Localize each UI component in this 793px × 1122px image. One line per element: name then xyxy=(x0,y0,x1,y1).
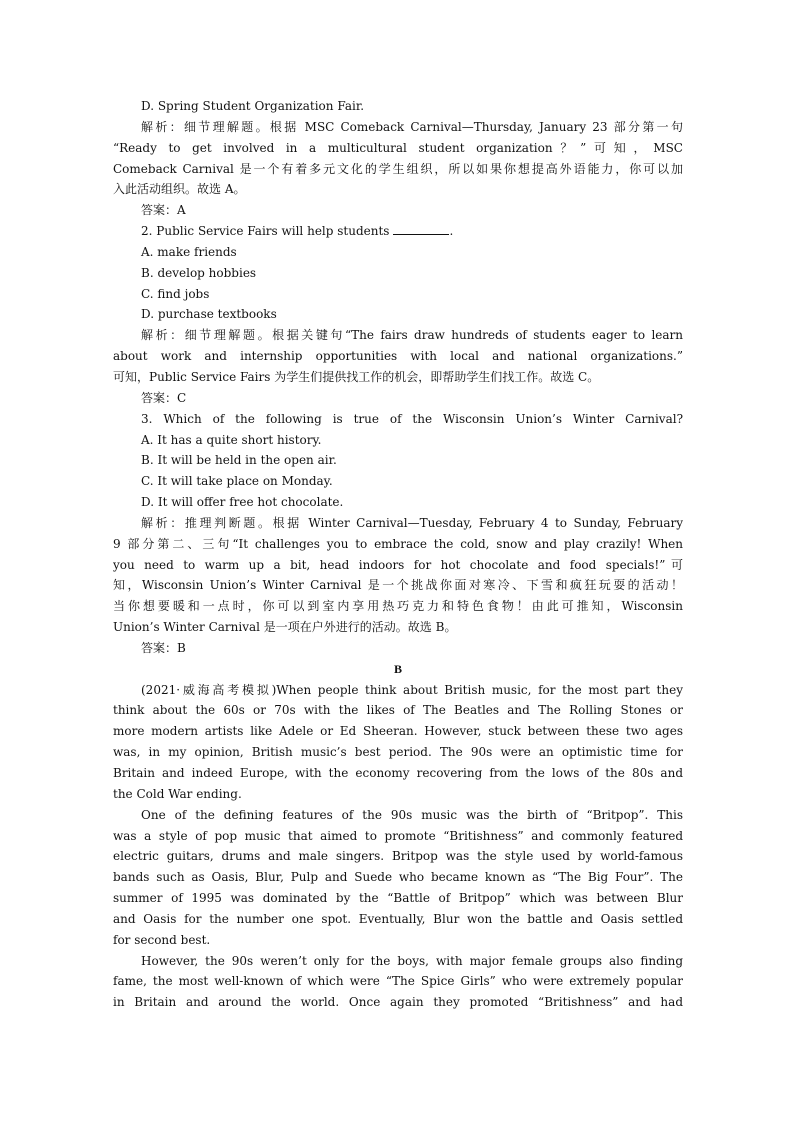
passage-line: for second best. xyxy=(113,932,211,947)
passage-line: was a style of pop music that aimed to promote “Britishness” and commonly featured xyxy=(113,828,683,843)
q1-option-d: D. Spring Student Organization Fair. xyxy=(141,99,365,113)
answer-blank xyxy=(393,224,449,235)
q1-answer: 答案：A xyxy=(141,203,186,218)
q2-answer: 答案：C xyxy=(141,390,187,405)
q3-answer: 答案：B xyxy=(141,640,186,655)
q2-stem-end: . xyxy=(449,224,454,239)
passage-line: the Cold War ending. xyxy=(113,786,242,801)
q1-analysis-line: 入此活动组织。故选 A。 xyxy=(113,182,246,197)
q2-option-a: A. make friends xyxy=(141,244,237,259)
q3-stem: 3. Which of the following is true of the Wisconsin Union’s Winter Carnival? xyxy=(141,411,683,426)
q2-stem xyxy=(113,221,683,242)
passage-line: One of the defining features of the 90s music was the birth of “Britpop”. This xyxy=(141,807,683,822)
passage-line: Britain and indeed Europe, with the economy recovering from the lows of the 80s and xyxy=(113,766,683,780)
document-page xyxy=(113,96,683,1013)
q3-analysis-line: Union’s Winter Carnival 是一项在户外进行的活动。故选 B。 xyxy=(113,620,457,635)
q3-option-a: A. It has a quite short history. xyxy=(141,432,322,447)
passage-line: in Britain and around the world. Once again they promoted “Britishness” and had xyxy=(113,995,683,1010)
passage-line: electric guitars, drums and male singers. Britpop was the style used by world-famous xyxy=(113,849,683,864)
q1-analysis-line: 解析：细节理解题。根据 MSC Comeback Carnival—Thursday, January 23 部分第一句 xyxy=(141,119,683,134)
q3-option-d: D. It will offer free hot chocolate. xyxy=(141,495,344,510)
passage-line: and Oasis for the number one spot. Eventually, Blur won the battle and Oasis settled xyxy=(113,911,683,926)
q2-option-d: D. purchase textbooks xyxy=(141,307,277,322)
section-heading: B xyxy=(393,661,402,676)
q3-analysis-line: 9 部分第二、三句“It challenges you to embrace the cold, snow and play crazily! When xyxy=(113,536,683,551)
q3-analysis-line: 解析：推理判断题。根据 Winter Carnival—Tuesday, February 4 to Sunday, February xyxy=(141,515,683,530)
passage-line: was, in my opinion, British music’s best period. The 90s were an optimistic time for xyxy=(113,745,683,760)
q3-analysis-line: 当你想要暖和一点时，你可以到室内享用热巧克力和特色食物！由此可推知，Wisconsin xyxy=(113,599,683,614)
q2-analysis-line: 可知，Public Service Fairs 为学生们提供找工作的机会，即帮助学生们找工作。故选 C。 xyxy=(113,369,600,384)
passage-line: fame, the most well-known of which were “The Spice Girls” who were extremely popular xyxy=(113,974,683,989)
passage-line: bands such as Oasis, Blur, Pulp and Suede who became known as “The Big Four”. The xyxy=(113,870,683,885)
q3-analysis-line: 知，Wisconsin Union’s Winter Carnival 是一个挑战你面对寒冷、下雪和疯狂玩耍的活动！ xyxy=(113,578,683,593)
q3-option-c: C. It will take place on Monday. xyxy=(141,474,333,489)
q1-analysis-line: “Ready to get involved in a multicultural student organization？”可知，MSC xyxy=(113,140,683,155)
q2-option-c: C. find jobs xyxy=(141,286,210,301)
passage-line: more modern artists like Adele or Ed Sheeran. However, stuck between these two ages xyxy=(113,724,683,739)
passage-line: However, the 90s weren’t only for the boys, with major female groups also finding xyxy=(141,953,683,968)
q2-analysis-line: 解析：细节理解题。根据关键句“The fairs draw hundreds of students eager to learn xyxy=(141,328,683,343)
q2-stem-text: 2. Public Service Fairs will help students xyxy=(141,224,390,239)
passage-line: summer of 1995 was dominated by the “Battle of Britpop” which was between Blur xyxy=(113,891,683,906)
q1-analysis-line: Comeback Carnival 是一个有着多元文化的学生组织，所以如果你想提高外语能力，你可以加 xyxy=(113,161,683,176)
passage-line: (2021·威海高考模拟)When people think about British music, for the most part they xyxy=(141,682,683,697)
passage-line: think about the 60s or 70s with the likes of The Beatles and The Rolling Stones or xyxy=(113,703,683,718)
q2-analysis-line: about work and internship opportunities with local and national organizations.” xyxy=(113,349,683,364)
q2-option-b: B. develop hobbies xyxy=(141,265,257,280)
q3-analysis-line: you need to warm up a bit, head indoors for hot chocolate and food specials!”可 xyxy=(113,557,683,572)
q3-option-b: B. It will be held in the open air. xyxy=(141,453,337,468)
